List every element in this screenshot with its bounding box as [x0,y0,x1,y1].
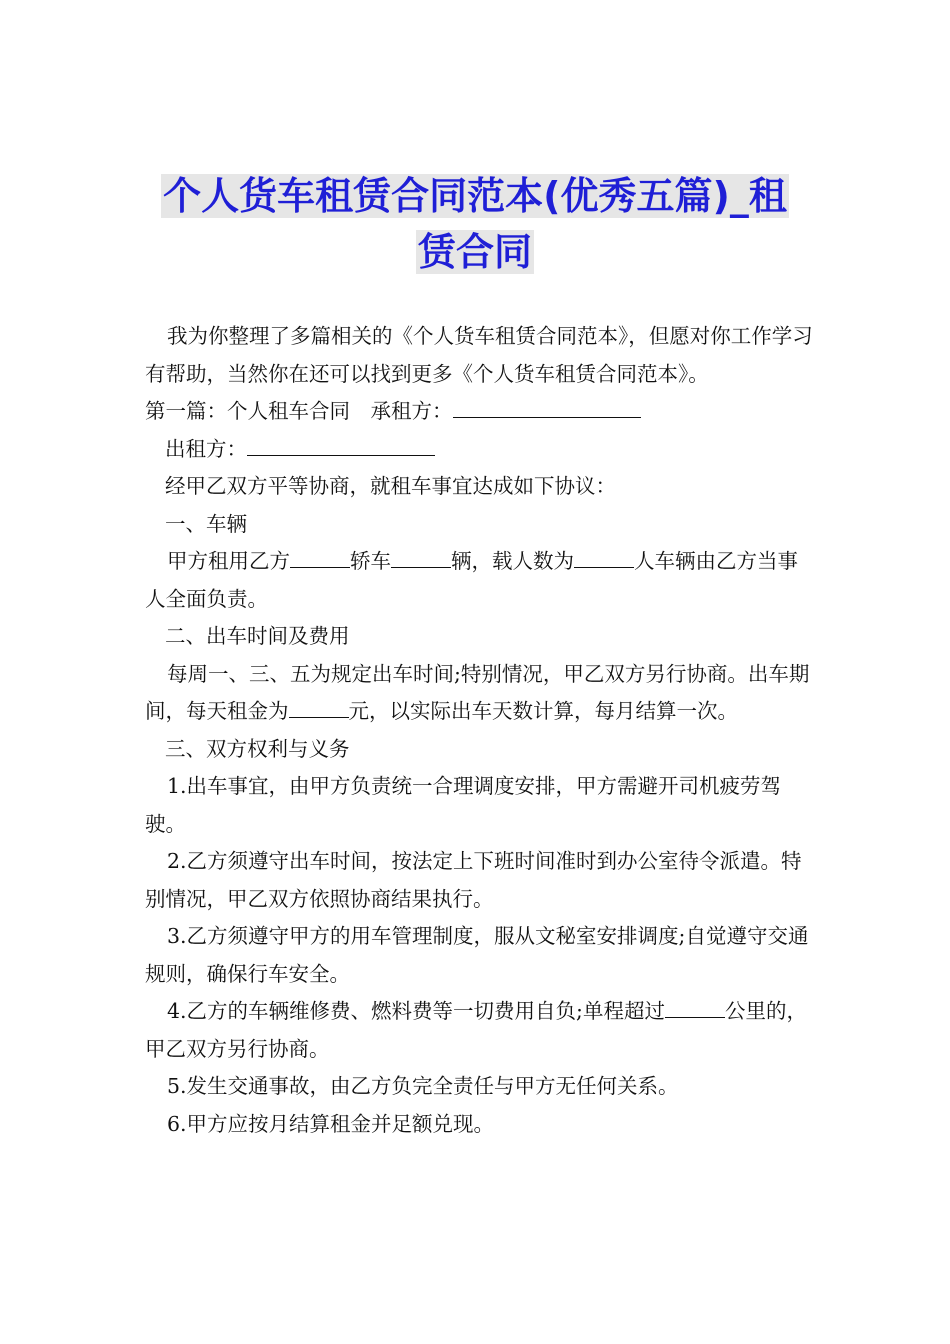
item-2: 2.乙方须遵守出车时间，按法定上下班时间准时到办公室待令派遣。特别情况，甲乙双方依照协商结果执行。 [145,849,802,911]
section-1-paragraph [145,543,815,618]
daily-rent-blank [289,695,349,718]
passenger-count-blank [574,545,634,568]
title-line-1: 个人货车租赁合同范本(优秀五篇)_租 [163,174,787,218]
section-2-text-a: 每周一、三、五为规定出车时间;特别情况，甲乙双方另行协商。出车期间，每天租金为 [145,661,810,723]
section-1-title: 一、车辆 [165,511,247,536]
lessor-line [145,431,815,469]
lessor-label: 出租方： [165,436,247,461]
chapter-1-heading [145,393,815,431]
item-5: 5.发生交通事故，由乙方负完全责任与甲方无任何关系。 [167,1074,679,1098]
item-4-text-b: 公里的，甲乙双方另行协商。 [145,999,807,1061]
lessee-blank [453,395,641,418]
distance-blank [665,995,725,1018]
lessor-blank [247,433,435,456]
section-1-text-c: 辆，载人数为 [451,549,574,573]
agreement-line: 经甲乙双方平等协商，就租车事宜达成如下协议： [165,474,616,498]
section-2-text-b: 元，以实际出车天数计算，每月结算一次。 [348,699,738,723]
document-body [145,318,815,1143]
intro-paragraph: 我为你整理了多篇相关的《个人货车租赁合同范本》，但愿对你工作学习有帮助，当然你在还可以找到更多《个人货车租赁合同范本》。 [145,324,813,386]
document-title [140,168,810,280]
section-1-text-d: 人车辆由乙方当事人全面负责。 [145,549,798,611]
item-4 [145,993,815,1068]
item-6: 6.甲方应按月结算租金并足额兑现。 [167,1111,495,1136]
title-line-2: 赁合同 [417,230,532,274]
item-1: 1.出车事宜，由甲方负责统一合理调度安排，甲方需避开司机疲劳驾驶。 [145,774,782,836]
section-3-title: 三、双方权利与义务 [165,736,350,761]
item-3: 3.乙方须遵守甲方的用车管理制度，服从文秘室安排调度;自觉遵守交通规则，确保行车安全。 [145,924,809,986]
item-4-text-a: 4.乙方的车辆维修费、燃料费等一切费用自负;单程超过 [167,999,665,1023]
car-count-blank [391,545,451,568]
section-2-title: 二、出车时间及费用 [165,624,350,648]
car-model-blank [290,545,350,568]
section-2-paragraph [145,656,815,731]
chapter-1-label: 第一篇：个人租车合同 承租方： [145,399,453,423]
section-1-text-a: 甲方租用乙方 [167,549,290,573]
section-1-text-b: 轿车 [350,549,391,573]
